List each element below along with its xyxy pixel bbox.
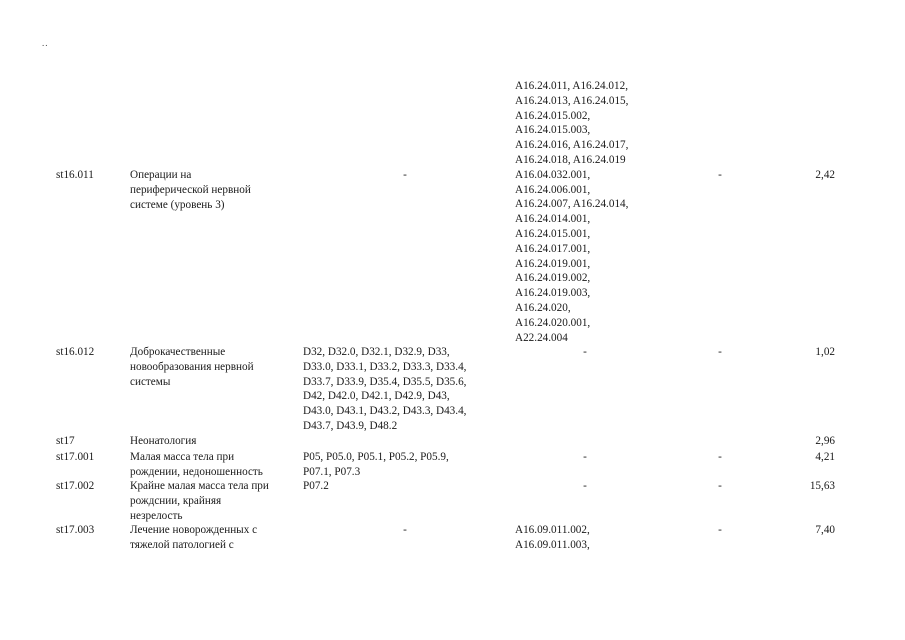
row-diagnoses-line: D43.0, D43.1, D43.2, D43.3, D43.4, bbox=[303, 405, 467, 418]
row-name-line: Операции на bbox=[130, 169, 192, 181]
row-services bbox=[505, 479, 665, 494]
header-mark: .. bbox=[42, 38, 49, 48]
row-code-line: st17.002 bbox=[56, 480, 95, 492]
row-coefficient-line: 4,21 bbox=[815, 451, 835, 463]
row-code bbox=[56, 450, 116, 465]
row-coefficient-line: 15,63 bbox=[809, 480, 835, 492]
row-code-line: st16.011 bbox=[56, 169, 94, 181]
row-services-line: A16.24.020, bbox=[515, 301, 571, 314]
row-other-line: - bbox=[718, 169, 722, 181]
row-name-line: незрелость bbox=[130, 509, 183, 522]
row-name bbox=[130, 345, 295, 389]
row-name bbox=[130, 523, 295, 553]
row-services bbox=[515, 79, 665, 345]
row-diagnoses-line: D32, D32.0, D32.1, D32.9, D33, bbox=[303, 346, 450, 358]
row-other bbox=[680, 479, 760, 494]
row-coefficient bbox=[770, 479, 835, 494]
row-services-line: A16.04.032.001, bbox=[515, 168, 591, 181]
row-other bbox=[680, 523, 760, 538]
row-other bbox=[680, 345, 760, 360]
row-code bbox=[56, 168, 116, 183]
row-services-line: A16.24.016, A16.24.017, bbox=[515, 139, 629, 152]
row-services-line: - bbox=[583, 480, 587, 492]
row-name-line: рождении, недоношенность bbox=[130, 465, 263, 478]
row-name-line: системе (уровень 3) bbox=[130, 198, 225, 211]
row-code bbox=[56, 479, 116, 494]
row-diagnoses bbox=[303, 450, 503, 480]
row-name-line: Лечение новорожденных с bbox=[130, 524, 258, 536]
row-other-line: - bbox=[718, 451, 722, 463]
row-name-line: Неонатология bbox=[130, 435, 197, 447]
row-coefficient-line: 2,42 bbox=[815, 169, 835, 181]
row-services-line: A16.24.013, A16.24.015, bbox=[515, 94, 629, 107]
row-code bbox=[56, 434, 116, 449]
row-diagnoses-line: D43.7, D43.9, D48.2 bbox=[303, 419, 398, 432]
row-services-line: A16.24.014.001, bbox=[515, 213, 591, 226]
row-diagnoses bbox=[303, 479, 503, 494]
row-name bbox=[130, 450, 295, 480]
row-services-line: A16.24.015.002, bbox=[515, 109, 591, 122]
row-diagnoses-line: D33.7, D33.9, D35.4, D35.5, D35.6, bbox=[303, 375, 467, 388]
row-other-line: - bbox=[718, 346, 722, 358]
row-diagnoses-line: - bbox=[403, 169, 407, 181]
row-name-line: тяжелой патологией с bbox=[130, 538, 234, 551]
row-services-line: A16.24.019.002, bbox=[515, 272, 591, 285]
row-services-line: A16.24.018, A16.24.019 bbox=[515, 153, 626, 166]
row-other bbox=[680, 168, 760, 183]
row-name bbox=[130, 479, 295, 523]
row-code bbox=[56, 345, 116, 360]
row-diagnoses-line: P05, P05.0, P05.1, P05.2, P05.9, bbox=[303, 451, 449, 463]
row-coefficient bbox=[770, 345, 835, 360]
row-coefficient-line: 2,96 bbox=[815, 435, 835, 447]
row-diagnoses-line: D42, D42.0, D42.1, D42.9, D43, bbox=[303, 390, 450, 403]
row-coefficient bbox=[770, 168, 835, 183]
row-diagnoses-line: - bbox=[403, 524, 407, 536]
row-services-line: A16.09.011.002, bbox=[515, 524, 590, 536]
row-code-line: st17.001 bbox=[56, 451, 95, 463]
row-coefficient-line: 7,40 bbox=[815, 524, 835, 536]
row-services-line: A22.24.004 bbox=[515, 331, 568, 344]
row-services-line: A16.24.011, A16.24.012, bbox=[515, 80, 629, 92]
row-code-line: st17.003 bbox=[56, 524, 95, 536]
row-coefficient bbox=[770, 434, 835, 449]
row-name-line: рождснии, крайняя bbox=[130, 494, 222, 507]
row-services-line: - bbox=[583, 451, 587, 463]
row-diagnoses-line: D33.0, D33.1, D33.2, D33.3, D33.4, bbox=[303, 360, 467, 373]
row-services-line: A16.24.020.001, bbox=[515, 316, 591, 329]
row-services-line: A16.24.019.003, bbox=[515, 287, 591, 300]
row-name-line: новообразования нервной bbox=[130, 360, 254, 373]
row-other bbox=[680, 450, 760, 465]
row-coefficient bbox=[770, 450, 835, 465]
row-services-line: A16.09.011.003, bbox=[515, 538, 590, 551]
row-diagnoses-line: P07.1, P07.3 bbox=[303, 465, 361, 478]
row-name-line: Доброкачественные bbox=[130, 346, 226, 358]
row-services-line: A16.24.006.001, bbox=[515, 183, 591, 196]
row-diagnoses bbox=[300, 523, 510, 538]
row-services bbox=[505, 345, 665, 360]
row-services-line: A16.24.015.003, bbox=[515, 124, 591, 137]
row-diagnoses-line: P07.2 bbox=[303, 480, 329, 492]
row-name bbox=[130, 168, 295, 212]
row-name bbox=[130, 434, 295, 449]
row-services-line: A16.24.015.001, bbox=[515, 227, 591, 240]
row-name-line: Крайне малая масса тела при bbox=[130, 480, 269, 492]
row-code bbox=[56, 523, 116, 538]
row-diagnoses bbox=[303, 345, 503, 434]
row-services-line: A16.24.017.001, bbox=[515, 242, 591, 255]
row-coefficient-line: 1,02 bbox=[815, 346, 835, 358]
row-services bbox=[505, 450, 665, 465]
row-coefficient bbox=[770, 523, 835, 538]
row-code-line: st17 bbox=[56, 435, 75, 447]
row-code-line: st16.012 bbox=[56, 346, 95, 358]
row-name-line: периферической нервной bbox=[130, 183, 251, 196]
row-name-line: системы bbox=[130, 375, 171, 388]
row-services bbox=[515, 523, 665, 553]
row-other-line: - bbox=[718, 524, 722, 536]
row-diagnoses bbox=[300, 168, 510, 183]
row-services-line: - bbox=[583, 346, 587, 358]
row-services-line: A16.24.019.001, bbox=[515, 257, 591, 270]
row-other-line: - bbox=[718, 480, 722, 492]
row-services-line: A16.24.007, A16.24.014, bbox=[515, 198, 629, 211]
row-name-line: Малая масса тела при bbox=[130, 451, 235, 463]
